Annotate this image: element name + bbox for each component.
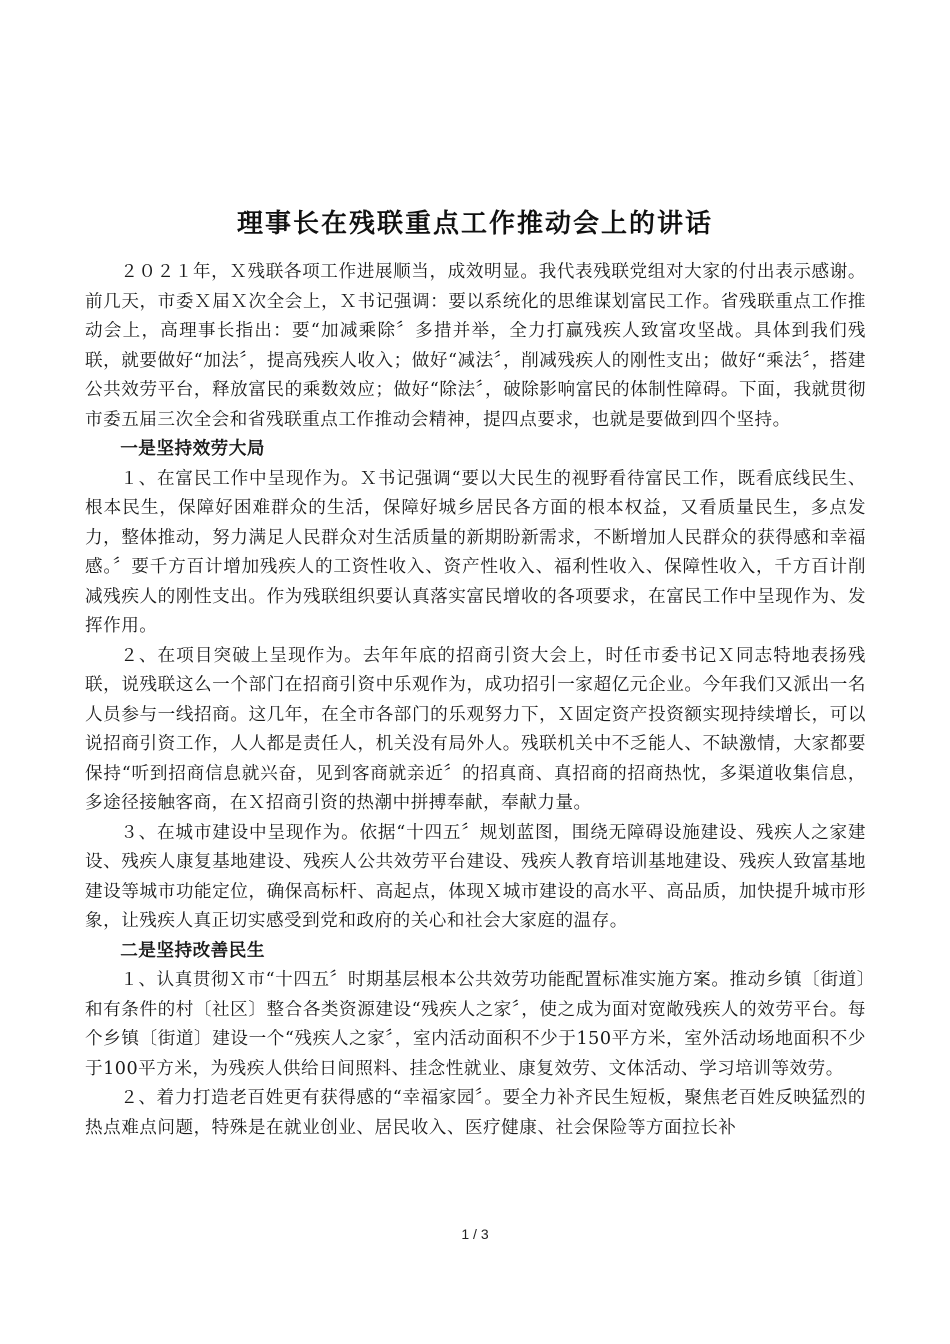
page-number: 1 / 3 (461, 1226, 489, 1242)
paragraph-1-1: １、在富民工作中呈现作为。Ｘ书记强调“要以大民生的视野看待富民工作，既看底线民生、根本民生，保障好困难群众的生活，保障好城乡居民各方面的根本权益，又看质量民生，多点发力，整体推动，努力满足人民群众对生活质量的新期盼新需求，不断增加人民群众的获得感和幸福感。〞要千方百计增加残疾人的工资性收入、资产性收入、福利性收入、保障性收入，千方百计削减残疾人的刚性支出。作为残联组织要认真落实富民增收的各项要求，在富民工作中呈现作为、发挥作用。 (85, 468, 866, 636)
section-heading-2: 二是坚持改善民生 (120, 940, 265, 961)
paragraph-2-1: １、认真贯彻Ｘ市“十四五〞时期基层根本公共效劳功能配置标准实施方案。推动乡镇〔街道〕和有条件的村〔社区〕整合各类资源建设“残疾人之家〞，使之成为面对宽敞残疾人的效劳平台。每个乡镇〔街道〕建设一个“残疾人之家〞，室内活动面积不少于150平方米，室外活动场地面积不少于100平方米，为残疾人供给日间照料、挂念性就业、康复效劳、文体活动、学习培训等效劳。 (85, 970, 866, 1079)
section-heading-1: 一是坚持效劳大局 (120, 439, 265, 459)
paragraph-intro: ２０２１年，Ｘ残联各项工作进展顺当，成效明显。我代表残联党组对大家的付出表示感谢。前几天，市委Ｘ届Ｘ次全会上，Ｘ书记强调：要以系统化的思维谋划富民工作。省残联重点工作推动会上，高理事长指出：要“加减乘除〞多措并举，全力打赢残疾人致富攻坚战。具体到我们残联，就要做好“加法〞，提高残疾人收入；做好“减法〞，削减残疾人的刚性支出；做好“乘法〞，搭建公共效劳平台，释放富民的乘数效应；做好“除法〞，破除影响富民的体制性障碍。下面，我就贯彻市委五届三次全会和省残联重点工作推动会精神，提四点要求，也就是要做到四个坚持。 (85, 262, 866, 430)
paragraph-2-2: ２、着力打造老百姓更有获得感的“幸福家园〞。要全力补齐民生短板，聚焦老百姓反映猛烈的热点难点问题，特殊是在就业创业、居民收入、医疗健康、社会保险等方面拉长补 (85, 1088, 866, 1138)
document-body (85, 258, 866, 1143)
paragraph-1-3: ３、在城市建设中呈现作为。依据“十四五〞规划蓝图，围绕无障碍设施建设、残疾人之家建设、残疾人康复基地建设、残疾人公共效劳平台建设、残疾人教育培训基地建设、残疾人致富基地建设等城市功能定位，确保高标杆、高起点，体现Ｘ城市建设的高水平、高品质，加快提升城市形象，让残疾人真正切实感受到党和政府的关心和社会大家庭的温存。 (85, 822, 866, 931)
document-title: 理事长在残联重点工作推动会上的讲话 (236, 209, 713, 239)
paragraph-1-2: ２、在项目突破上呈现作为。去年年底的招商引资大会上，时任市委书记Ｘ同志特地表扬残联，说残联这么一个部门在招商引资中乐观作为，成功招引一家超亿元企业。今年我们又派出一名人员参与一线招商。这几年，在全市各部门的乐观努力下，Ｘ固定资产投资额实现持续增长，可以说招商引资工作，人人都是责任人，机关没有局外人。残联机关中不乏能人、不缺激情，大家都要保持“听到招商信息就兴奋，见到客商就亲近〞的招真商、真招商的招商热忱，多渠道收集信息，多途径接触客商，在Ｘ招商引资的热潮中拼搏奉献，奉献力量。 (85, 645, 866, 813)
